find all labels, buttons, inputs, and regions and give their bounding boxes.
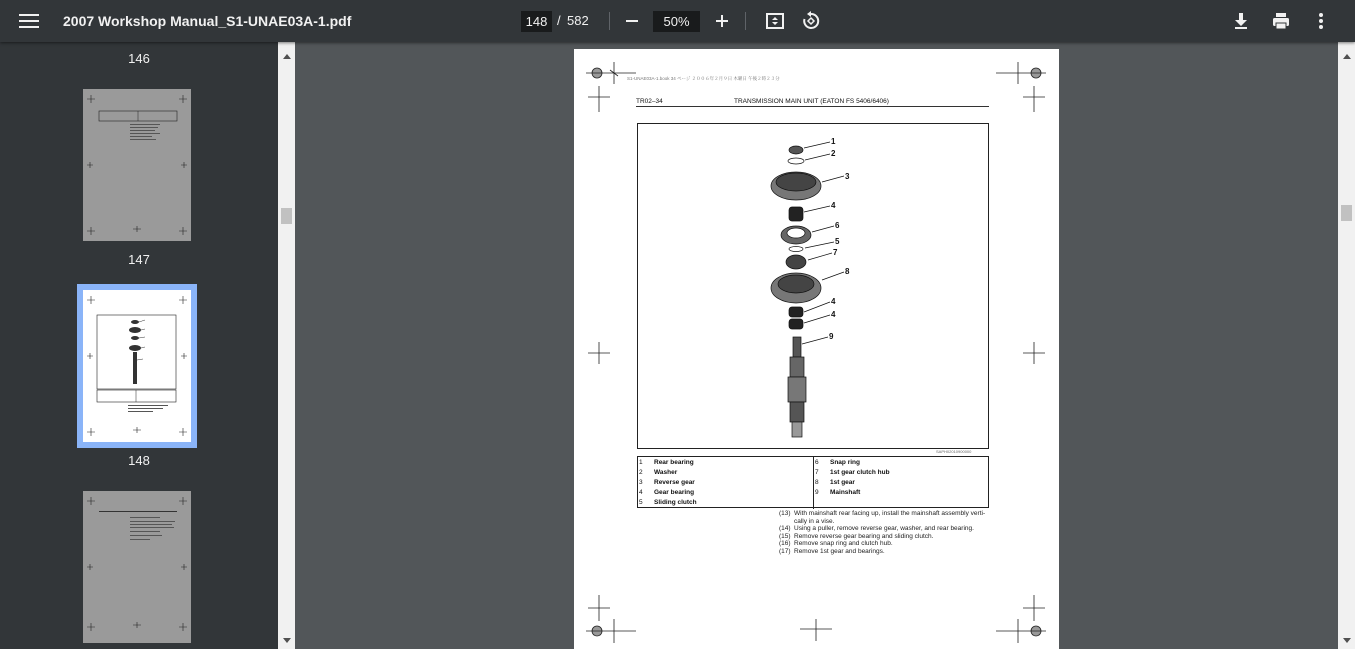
sidebar-scrollbar[interactable] [278, 42, 295, 649]
scrollbar-thumb[interactable] [281, 208, 292, 224]
callout-label: 6 [835, 221, 840, 230]
procedure-step: (13) With mainshaft rear facing up, install the mainshaft assembly verti-cally in a vise. [779, 510, 986, 525]
scroll-down-arrow-icon[interactable] [283, 638, 291, 643]
part-row: 2 Washer [639, 469, 678, 476]
scrollbar-thumb[interactable] [1341, 205, 1352, 221]
diagram-callouts [829, 137, 850, 341]
pdf-toolbar [0, 0, 1355, 42]
part-row: 5 Sliding clutch [639, 499, 697, 506]
part-row: 7 1st gear clutch hub [815, 469, 890, 476]
thumbnail-label: 146 [128, 51, 150, 66]
toolbar-divider [609, 12, 610, 30]
download-icon[interactable] [1230, 10, 1252, 32]
procedure-step: (16) Remove snap ring and clutch hub. [779, 540, 893, 547]
thumbnail-page[interactable] [83, 491, 191, 643]
fit-to-page-icon[interactable] [764, 10, 786, 32]
parts-legend-table [637, 456, 989, 508]
book-print-info: S1-UNAE03A-1.book 34 ページ ２００６年２月９日 木曜日 午後２時２３分 [627, 76, 780, 81]
thumbnail-page-current[interactable] [83, 290, 191, 442]
zoom-out-icon[interactable] [621, 10, 643, 32]
callout-label: 4 [831, 297, 836, 306]
zoom-level-input[interactable]: 50% [653, 11, 700, 32]
procedure-step: (17) Remove 1st gear and bearings. [779, 547, 885, 555]
callout-label: 7 [833, 248, 838, 257]
callout-label: 5 [835, 237, 840, 246]
scroll-down-arrow-icon[interactable] [1343, 638, 1351, 643]
callout-label: 3 [845, 172, 850, 181]
page-number-input[interactable]: 148 [521, 11, 552, 32]
zoom-in-icon[interactable] [711, 10, 733, 32]
document-title: 2007 Workshop Manual_S1-UNAE03A-1.pdf [63, 13, 352, 29]
scroll-up-arrow-icon[interactable] [283, 54, 291, 59]
section-page-code: TR02–34 [636, 98, 663, 105]
pdf-page [574, 49, 1059, 649]
part-row: 1 Rear bearing [639, 459, 694, 466]
callout-label: 2 [831, 149, 836, 158]
figure-code: SAPH02010900000 [936, 449, 972, 454]
part-row: 3 Reverse gear [639, 479, 695, 486]
header-rule [636, 106, 989, 107]
main-scrollbar[interactable] [1338, 42, 1355, 649]
callout-label: 4 [831, 310, 836, 319]
thumbnail-preview [83, 290, 191, 442]
thumbnail-preview [83, 89, 191, 241]
procedure-step: (14) Using a puller, remove reverse gear, washer, and rear bearing. [779, 525, 974, 532]
part-row: 4 Gear bearing [639, 489, 695, 496]
thumbnail-page[interactable] [83, 89, 191, 241]
section-title: TRANSMISSION MAIN UNIT (EATON FS 5406/6406) [734, 98, 889, 105]
callout-label: 8 [845, 267, 850, 276]
procedure-step: (15) Remove reverse gear bearing and sliding clutch. [779, 532, 934, 540]
callout-label: 9 [829, 332, 834, 341]
menu-icon[interactable] [18, 12, 40, 30]
callout-label: 4 [831, 201, 836, 210]
page-total: 582 [567, 13, 589, 28]
part-row: 8 1st gear [815, 479, 855, 486]
callout-label: 1 [831, 137, 836, 146]
thumbnail-label: 147 [128, 252, 150, 267]
part-row: 6 Snap ring [815, 459, 860, 466]
table-divider [813, 457, 814, 509]
rotate-icon[interactable] [800, 10, 822, 32]
thumbnail-preview [83, 491, 191, 643]
exploded-diagram-frame [637, 123, 989, 449]
page-separator: / [557, 13, 561, 28]
toolbar-divider [745, 12, 746, 30]
scroll-up-arrow-icon[interactable] [1343, 54, 1351, 59]
procedure-steps [779, 510, 994, 555]
exploded-view-diagram [638, 124, 988, 448]
thumbnail-sidebar [0, 42, 278, 649]
thumbnail-label: 148 [128, 453, 150, 468]
print-icon[interactable] [1270, 10, 1292, 32]
more-options-icon[interactable] [1310, 10, 1332, 32]
part-row: 9 Mainshaft [815, 489, 861, 496]
